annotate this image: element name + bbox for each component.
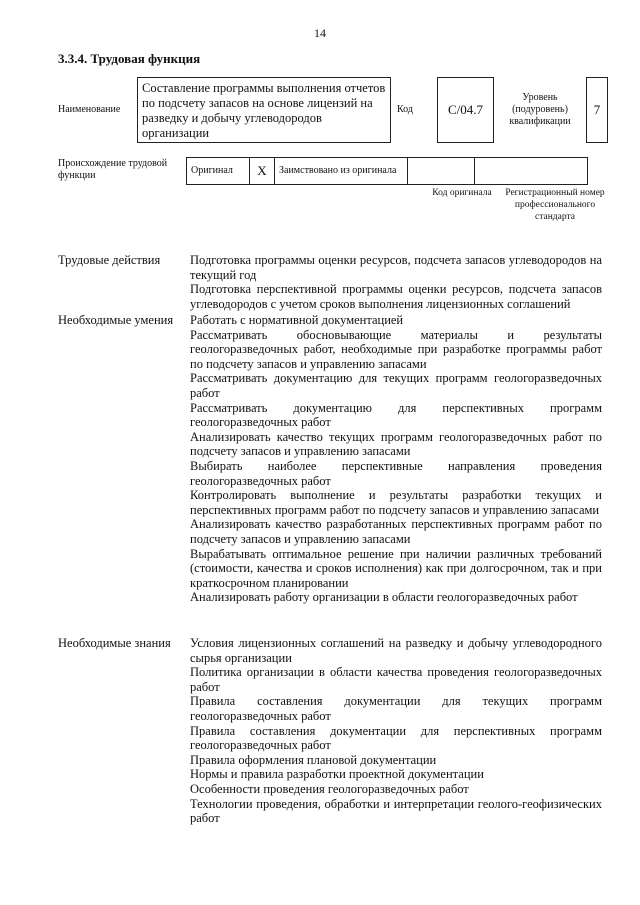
list-item: Вырабатывать оптимальное решение при наличии различных требований (стоимости, качества и сроков исполнения) как при долгосрочном, так и при краткосрочном планировании <box>190 546 602 590</box>
page-number: 14 <box>314 26 326 40</box>
list-item: Рассматривать обосновывающие материалы и результаты геологоразведочных работ, необходимые при разработке программы работ по подсчету запасов и управлению запасами <box>190 327 602 371</box>
original-label-cell <box>187 158 250 185</box>
function-name-value: Составление программы выполнения отчетов по подсчету запасов на основе лицензий на разведку и добычу углеводородов организации <box>142 81 386 140</box>
section-label: Трудовые действия <box>58 253 161 267</box>
section-items <box>190 253 602 311</box>
list-item: Технологии проведения, обработки и интерпретации геолого-геофизических работ <box>190 796 602 826</box>
list-item: Подготовка перспективной программы оценки ресурсов, подсчета запасов углеводородов с учетом сроков выполнения лицензионных соглашений <box>190 282 602 311</box>
original-label: Оригинал <box>191 165 233 176</box>
origin-table <box>186 157 588 185</box>
code-value: C/04.7 <box>447 102 484 117</box>
section-items <box>190 313 602 605</box>
section-label: Необходимые знания <box>58 636 171 650</box>
borrowed-label: Заимствовано из оригинала <box>279 165 397 176</box>
list-item: Анализировать работу организации в области геологоразведочных работ <box>190 590 578 605</box>
name-label: Наименование <box>58 104 121 115</box>
original-code-cell <box>408 158 475 185</box>
list-item: Нормы и правила разработки проектной документации <box>190 767 484 782</box>
original-mark-cell <box>250 158 275 185</box>
borrowed-cell <box>275 158 408 185</box>
level-value: 7 <box>593 102 601 117</box>
list-item: Работать с нормативной документацией <box>190 313 404 327</box>
level-box <box>586 77 608 143</box>
list-item: Особенности проведения геологоразведочных работ <box>190 781 469 796</box>
list-item: Правила составления документации для перспективных программ геологоразведочных работ <box>190 723 602 753</box>
original-mark: X <box>257 163 267 178</box>
list-item: Выбирать наиболее перспективные направления проведения геологоразведочных работ <box>190 458 602 488</box>
reg-number-cell <box>475 158 588 185</box>
section-label: Необходимые умения <box>58 313 174 327</box>
section-title: 3.3.4. Трудовая функция <box>58 51 201 66</box>
list-item: Контролировать выполнение и результаты разработки текущих и перспективных программ работ по подсчету запасов и управлению запасами <box>190 488 602 517</box>
list-item: Анализировать качество текущих программ геологоразведочных работ по подсчету запасов и управлению запасами <box>190 429 602 459</box>
code-box <box>437 77 494 143</box>
reg-caption: Регистрационный номер профессионального стандарта <box>505 188 605 222</box>
origin-label: Происхождение трудовой функции <box>58 158 168 181</box>
list-item: Условия лицензионных соглашений на разведку и добычу углеводородного сырья организации <box>190 636 602 665</box>
list-item: Анализировать качество разработанных перспективных программ работ по подсчету запасов и управлению запасами <box>190 517 602 546</box>
code-caption: Код оригинала <box>432 188 492 198</box>
code-label: Код <box>397 104 413 115</box>
list-item: Правила оформления плановой документации <box>190 752 437 767</box>
level-label: Уровень (подуровень) квалификации <box>509 92 571 127</box>
list-item: Рассматривать документацию для текущих программ геологоразведочных работ <box>190 371 602 400</box>
list-item: Правила составления документации для текущих программ геологоразведочных работ <box>190 694 602 723</box>
list-item: Подготовка программы оценки ресурсов, подсчета запасов углеводородов на текущий год <box>190 253 602 282</box>
list-item: Рассматривать документацию для перспективных программ геологоразведочных работ <box>190 400 602 430</box>
list-item: Политика организации в области качества проведения геологоразведочных работ <box>190 665 602 694</box>
section-items <box>190 636 602 826</box>
function-name-box <box>137 77 391 143</box>
